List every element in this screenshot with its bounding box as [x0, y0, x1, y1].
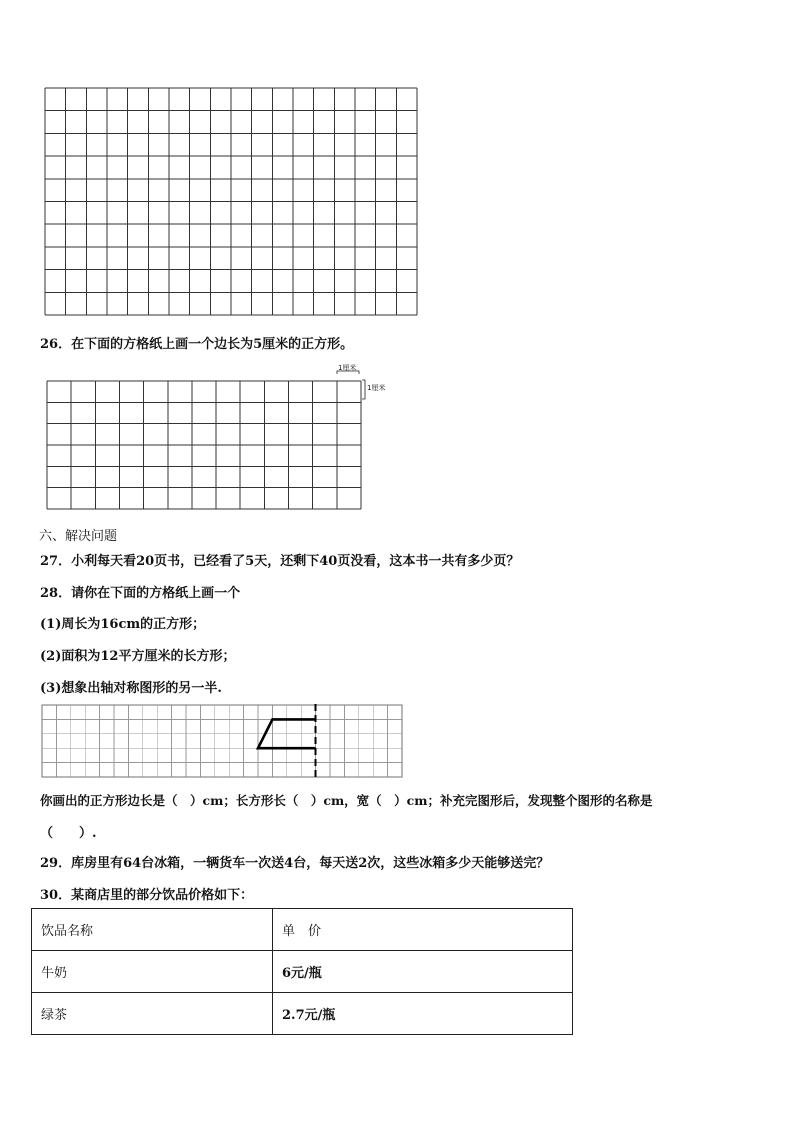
question-27: 27．小利每天看20页书，已经看了5天，还剩下40页没看，这本书一共有多少页？: [40, 554, 520, 569]
question-28-intro: 28．请你在下面的方格纸上画一个: [40, 586, 241, 601]
table-header-name: 饮品名称: [32, 909, 273, 951]
table-header-row: [32, 909, 573, 951]
unit-marker: [335, 366, 395, 406]
table-row: [32, 951, 573, 993]
question-28-answer-name: （ ）.: [40, 826, 97, 841]
question-28-item-1: (1)周长为16cm的正方形；: [40, 617, 206, 632]
question-28-item-3: (3)想象出轴对称图形的另一半.: [40, 681, 222, 696]
question-28-item-2: (2)面积为12平方厘米的长方形；: [40, 649, 236, 664]
grid-frame: [42, 705, 402, 777]
table-cell: 2.7元/瓶: [273, 993, 573, 1035]
section-title: 六、解决问题: [39, 529, 118, 544]
table-cell: 6元/瓶: [273, 951, 573, 993]
question-26: 26．在下面的方格纸上画一个边长为5厘米的正方形。: [40, 337, 354, 352]
table-cell: 绿茶: [32, 993, 273, 1035]
table-row: [32, 993, 573, 1035]
unit-label-horizontal: 1厘米: [338, 364, 357, 372]
question-29: 29．库房里有64台冰箱，一辆货车一次送4台，每天送2次，这些冰箱多少天能够送完？: [40, 856, 550, 871]
question-30: 30．某商店里的部分饮品价格如下：: [40, 888, 254, 903]
unit-label-vertical: 1厘米: [367, 384, 386, 392]
table-header-price: 单 价: [273, 909, 573, 951]
grid-paper-q28: [41, 704, 403, 778]
price-table: [31, 908, 573, 1035]
grid-paper-top: [44, 87, 418, 316]
grid-paper-q26: [46, 380, 362, 510]
question-28-answer: 你画出的正方形边长是（ ）cm；长方形长（ ）cm，宽（ ）cm；补充完图形后，发现整个图形的名称是: [40, 793, 653, 808]
table-cell: 牛奶: [32, 951, 273, 993]
